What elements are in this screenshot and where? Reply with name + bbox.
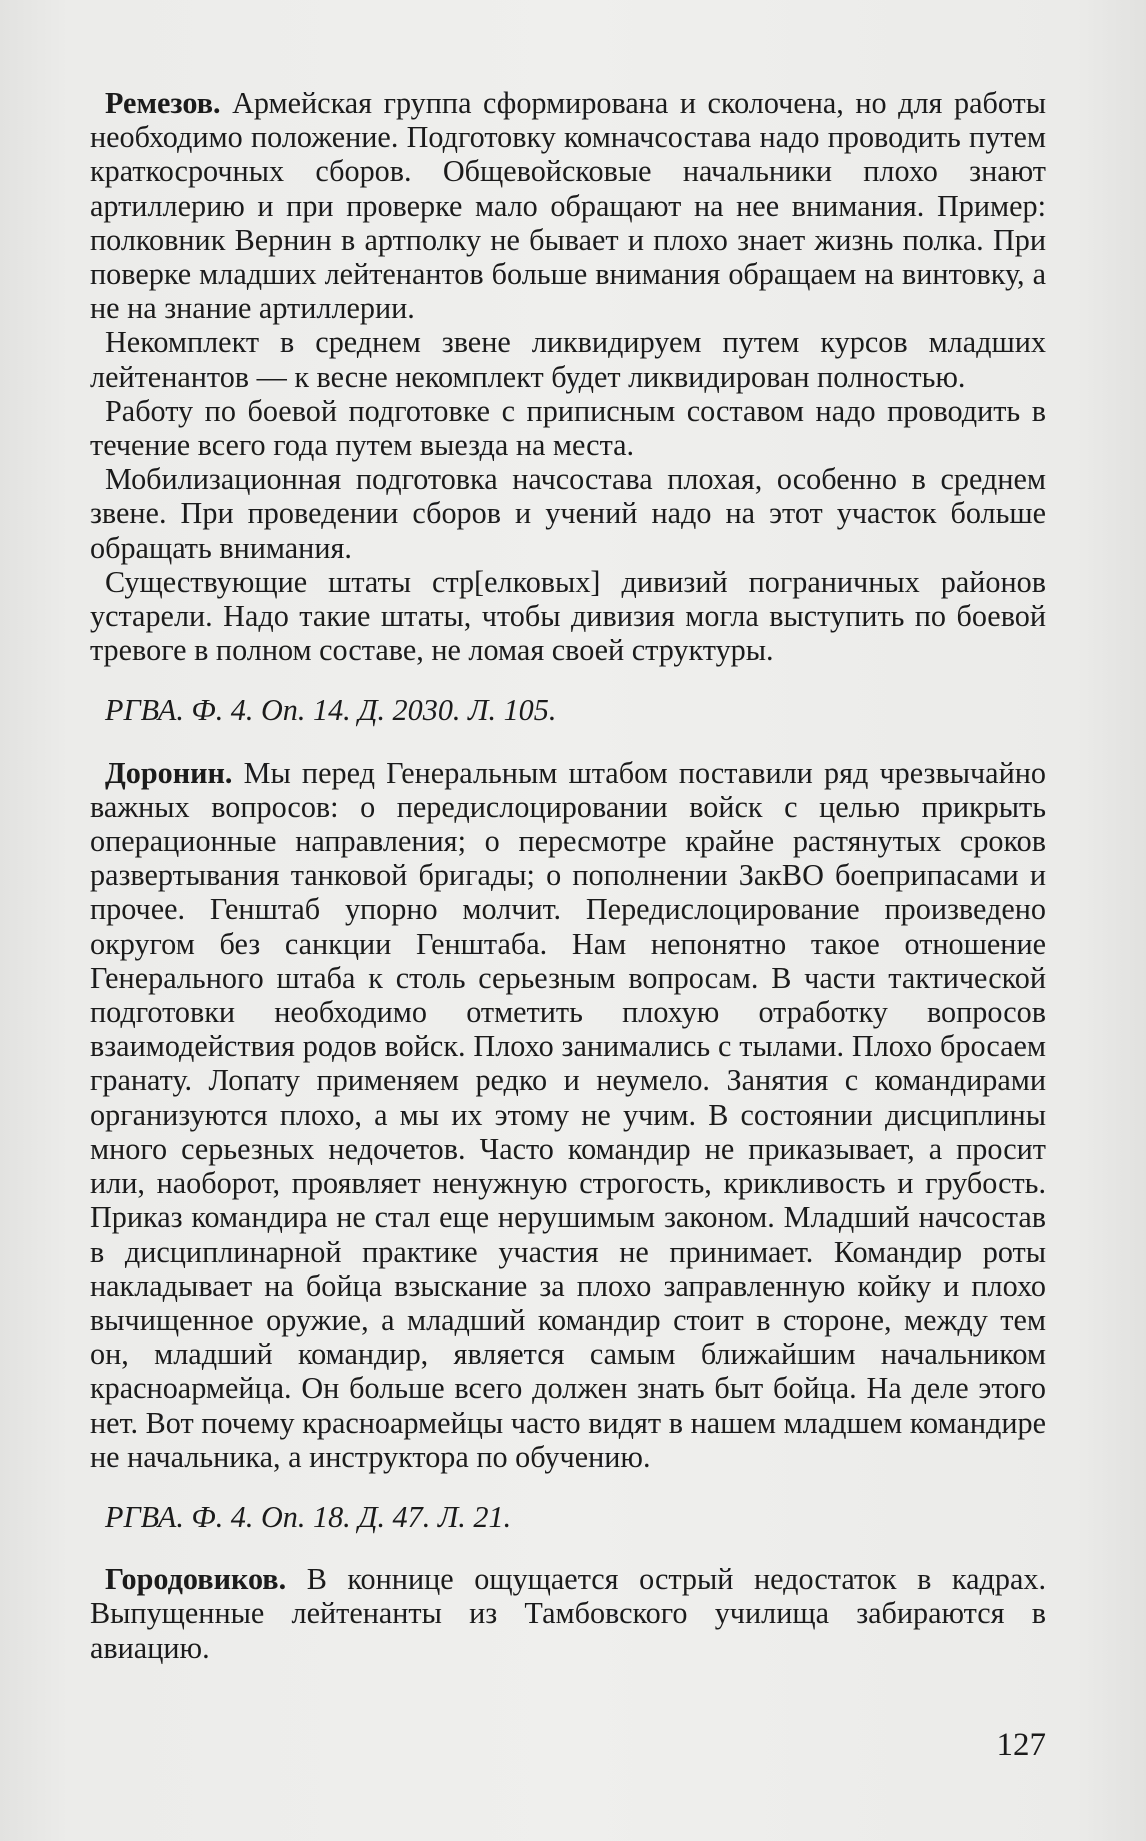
paragraph: Мобилизационная подготовка начсостава плохая, особенно в среднем звене. При проведении сборов и учений надо на этот участок больше обращать внимания.: [90, 462, 1046, 565]
paragraph-text: Мы перед Генеральным штабом поставили ряд чрезвычайно важных вопросов: о передислоцировании войск с целью прикрыть операционные направления; о пересмотре крайне растянутых сроков развертывания танковой бригады; о пополнении ЗакВО боеприпасами и прочее. Генштаб упорно молчит. Передислоцирование произведено округом без санкции Генштаба. Нам непонятно такое отношение Генерального штаба к столь серьезным вопросам. В части тактической подготовки необходимо отметить плохую отработку вопросов взаимодействия родов войск. Плохо занимались с тылами. Плохо бросаем гранату. Лопату применяем редко и неумело. Занятия с командирами организуются плохо, а мы их этому не учим. В состоянии дисциплины много серьезных недочетов. Часто командир не приказывает, а просит или, наоборот, проявляет ненужную строгость, крикливость и грубость. Приказ командира не стал еще нерушимым законом. Младший начсостав в дисциплинарной практике участия не принимает. Командир роты накладывает на бойца взыскание за плохо заправленную койку и плохо вычищенное оружие, а младший командир стоит в стороне, между тем он, младший командир, является самым ближайшим начальником красноармейца. Он больше всего должен знать быт бойца. На деле этого нет. Вот почему красноармейцы часто видят в нашем младшем командире не начальника, а инструктора по обучению.: [90, 755, 1046, 1474]
archive-source: РГВА. Ф. 4. Оп. 14. Д. 2030. Л. 105.: [105, 693, 557, 728]
archive-source: РГВА. Ф. 4. Оп. 18. Д. 47. Л. 21.: [105, 1499, 512, 1534]
page-number: 127: [996, 1727, 1046, 1763]
paragraph: Некомплект в среднем звене ликвидируем путем курсов младших лейтенантов — к весне некомплект будет ликвидирован полностью.: [90, 325, 1046, 394]
paragraph: Работу по боевой подготовке с приписным составом надо проводить в течение всего года путем выезда на места.: [90, 393, 1046, 463]
paragraph-doronin: [90, 756, 1046, 1474]
paragraph-gorodovikov: [90, 1562, 1046, 1665]
paragraph: Существующие штаты стр[елковых] дивизий пограничных районов устарели. Надо такие штаты, чтобы дивизия могла выступить по боевой тревоге в полном составе, не ломая своей структуры.: [90, 564, 1046, 668]
speaker-gorodovikov: Городовиков.: [105, 1562, 287, 1597]
speaker-remezov: Ремезов.: [105, 86, 221, 120]
speaker-doronin: Доронин.: [105, 755, 233, 790]
paragraph-text: Армейская группа сформирована и сколочена, но для работы необходимо положение. Подготовку комначсостава надо проводить путем краткосрочных сборов. Общевойсковые начальники плохо знают артиллерию и при проверке мало обращают на нее внимания. Пример: полковник Вернин в артполку не бывает и плохо знает жизнь полка. При поверке младших лейтенантов больше внимания обращаем на винтовку, а не на знание артиллерии.: [90, 86, 1046, 326]
paragraph-text: В коннице ощущается острый недостаток в кадрах. Выпущенные лейтенанты из Тамбовского училища забираются в авиацию.: [90, 1562, 1046, 1665]
paragraph-remezov: [90, 86, 1046, 325]
page-text: [90, 86, 1046, 1665]
